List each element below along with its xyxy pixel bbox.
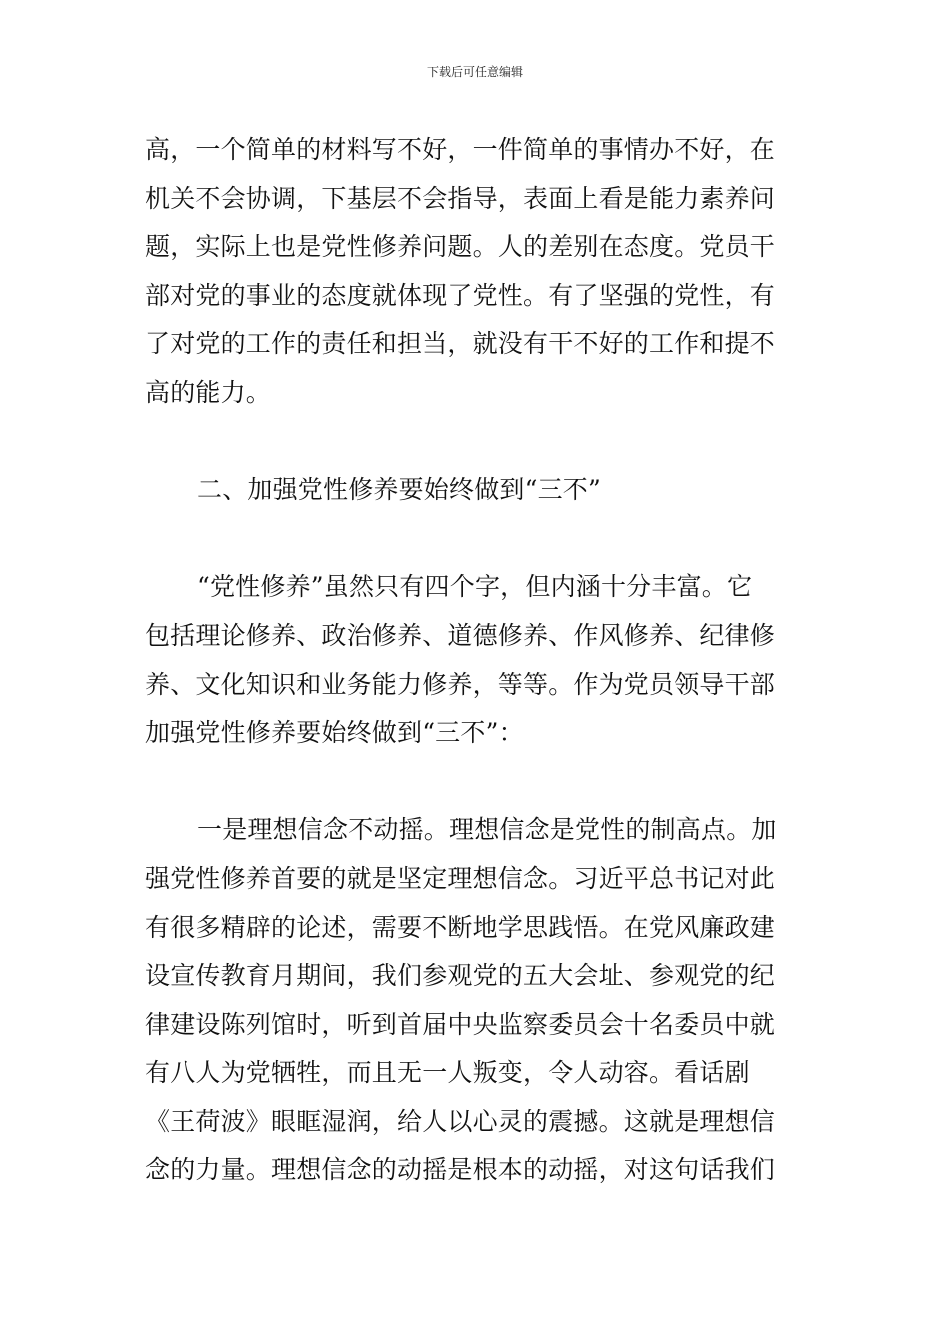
document-body [145, 126, 805, 1195]
page-header: 下载后可任意编辑 [426, 65, 523, 79]
section-heading [145, 466, 805, 515]
text-line: 强党性修养首要的就是坚定理想信念。习近平总书记对此 [145, 863, 776, 893]
paragraph-spacer [145, 515, 805, 564]
paragraph-spacer [145, 758, 805, 807]
text-line: 高，一个简单的材料写不好，一件简单的事情办不好，在 [145, 135, 776, 164]
text-line: 有很多精辟的论述，需要不断地学思践悟。在党风廉政建 [145, 912, 776, 942]
paragraph-spacer [145, 418, 805, 467]
text-line: 设宣传教育月期间，我们参观党的五大会址、参观党的纪 [145, 961, 776, 991]
text-line: 题，实际上也是党性修养问题。人的差别在态度。党员干 [145, 232, 776, 262]
text-line: 了对党的工作的责任和担当，就没有干不好的工作和提不 [145, 329, 776, 359]
text-line: 一是理想信念不动摇。理想信念是党性的制高点。加 [197, 815, 777, 845]
text-line: 机关不会协调，下基层不会指导，表面上看是能力素养问 [145, 183, 776, 213]
text-line: 《王荷波》眼眶湿润，给人以心灵的震撼。这就是理想信 [145, 1106, 776, 1136]
paragraph [145, 126, 805, 418]
text-line: 部对党的事业的态度就体现了党性。有了坚强的党性，有 [145, 280, 776, 310]
heading-line: 二、加强党性修养要始终做到“三不” [197, 475, 601, 505]
paragraph [145, 563, 805, 757]
text-line: 加强党性修养要始终做到“三不”： [145, 718, 524, 748]
text-line: 律建设陈列馆时，听到首届中央监察委员会十名委员中就 [145, 1009, 776, 1039]
text-line: 高的能力。 [145, 377, 272, 407]
paragraph [145, 806, 805, 1195]
text-line: 有八人为党牺牲，而且无一人叛变，令人动容。看话剧 [145, 1058, 750, 1088]
text-line: 包括理论修养、政治修养、道德修养、作风修养、纪律修 [145, 620, 776, 650]
text-line: 养、文化知识和业务能力修养，等等。作为党员领导干部 [145, 669, 776, 699]
text-line: “党性修养”虽然只有四个字，但内涵十分丰富。它 [197, 572, 753, 602]
text-line: 念的力量。理想信念的动摇是根本的动摇，对这句话我们 [145, 1155, 776, 1185]
